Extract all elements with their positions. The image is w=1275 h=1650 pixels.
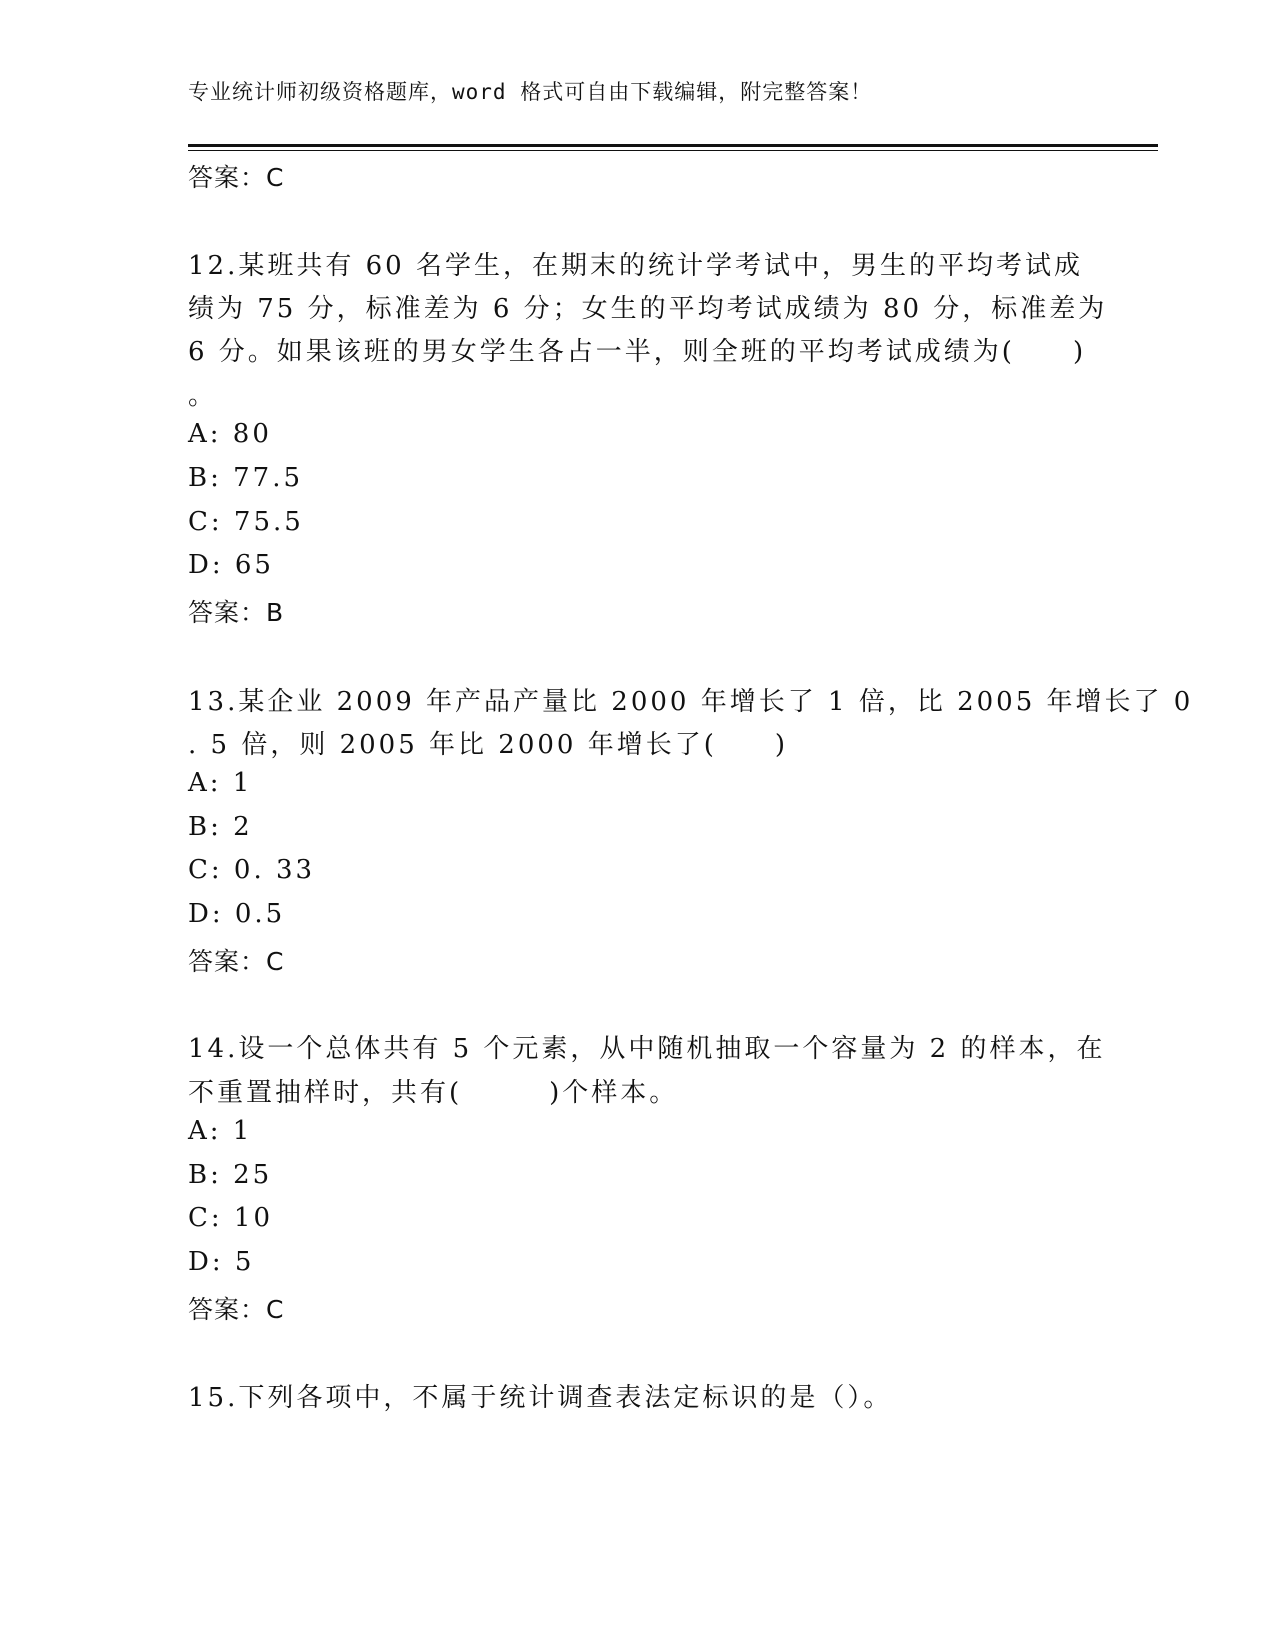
header-divider bbox=[188, 144, 1158, 147]
answer: 答案：C bbox=[188, 1295, 285, 1324]
question-line: 6 分。如果该班的男女学生各占一半，则全班的平均考试成绩为( ) bbox=[188, 337, 1087, 367]
option-c: C: 10 bbox=[188, 1203, 274, 1233]
option-d: D: 65 bbox=[188, 550, 274, 580]
question-line: 13.某企业 2009 年产品产量比 2000 年增长了 1 倍，比 2005 年增长了 0 bbox=[188, 687, 1194, 717]
option-a: A: 1 bbox=[188, 1116, 253, 1146]
question-line: 15.下列各项中，不属于统计调查表法定标识的是（）。 bbox=[188, 1383, 893, 1413]
question-line: 绩为 75 分，标准差为 6 分；女生的平均考试成绩为 80 分，标准差为 bbox=[188, 294, 1108, 324]
answer: 答案：B bbox=[188, 598, 285, 627]
option-c: C: 0. 33 bbox=[188, 855, 316, 885]
option-b: B: 77.5 bbox=[188, 463, 304, 493]
question-line: 14.设一个总体共有 5 个元素，从中随机抽取一个容量为 2 的样本，在 bbox=[188, 1034, 1106, 1064]
question-line: 12.某班共有 60 名学生，在期末的统计学考试中，男生的平均考试成 bbox=[188, 251, 1083, 281]
option-c: C: 75.5 bbox=[188, 507, 304, 537]
option-d: D: 0.5 bbox=[188, 899, 286, 929]
option-a: A: 80 bbox=[188, 419, 272, 449]
option-b: B: 25 bbox=[188, 1160, 273, 1190]
question-line: . 5 倍，则 2005 年比 2000 年增长了( ) bbox=[188, 730, 789, 760]
option-b: B: 2 bbox=[188, 812, 253, 842]
option-d: D: 5 bbox=[188, 1247, 255, 1277]
page-header: 专业统计师初级资格题库，word 格式可自由下载编辑，附完整答案！ bbox=[188, 80, 873, 104]
option-a: A: 1 bbox=[188, 768, 253, 798]
answer-previous: 答案：C bbox=[188, 163, 285, 192]
header-divider-thin bbox=[188, 150, 1158, 151]
answer: 答案：C bbox=[188, 947, 285, 976]
question-line: 不重置抽样时，共有( )个样本。 bbox=[188, 1078, 679, 1108]
question-line: 。 bbox=[188, 381, 218, 411]
